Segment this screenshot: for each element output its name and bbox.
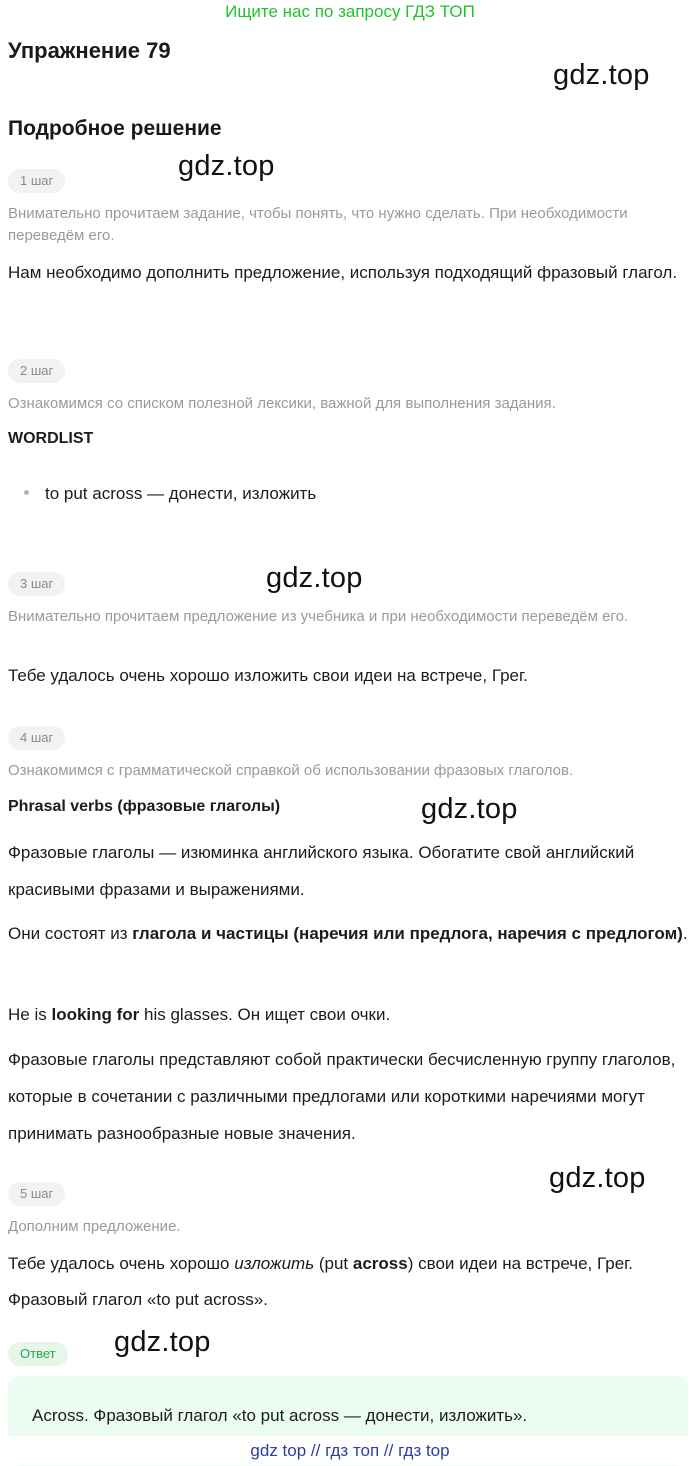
grammar-example: He is looking for his glasses. Он ищет свои очки. — [8, 1005, 391, 1024]
wordlist-heading: WORDLIST — [8, 430, 94, 447]
step-hint: Ознакомимся с грамматической справкой об использовании фразовых глаголов. — [8, 762, 574, 779]
solution-note: Фразовый глагол «to put across». — [8, 1290, 268, 1309]
step-hint: Внимательно прочитаем предложение из учебника и при необходимости переведём его. — [8, 608, 629, 625]
grammar-paragraph: Они состоят из глагола и частицы (наречия или предлога, наречия с предлогом). — [8, 924, 688, 943]
section-title: Подробное решение — [8, 117, 222, 140]
watermark: gdz.top — [421, 793, 518, 825]
solution-sentence: Тебе удалось очень хорошо изложить (put across) свои идеи на встрече, Грег. — [8, 1254, 634, 1273]
top-banner: Ищите нас по запросу ГДЗ ТОП — [225, 2, 475, 21]
wordlist-item — [24, 484, 316, 504]
watermark: gdz.top — [114, 1326, 211, 1358]
step-badge: 3 шаг — [8, 572, 65, 596]
step-hint: Ознакомимся со списком полезной лексики, важной для выполнения задания. — [8, 395, 556, 412]
grammar-paragraph: Фразовые глаголы — изюминка английского языка. Обогатите свой английский красивыми фразами и выражениями. — [8, 843, 635, 899]
footer-links[interactable]: gdz top // гдз топ // гдз top — [0, 1436, 700, 1465]
step-hint: Дополним предложение. — [8, 1218, 181, 1235]
bullet-dot-icon — [24, 490, 29, 495]
grammar-paragraph: Фразовые глаголы представляют собой практически бесчисленную группу глаголов, которые в сочетании с различными предлогами или короткими наречиями могут принимать разнообразные новые значения. — [8, 1050, 676, 1143]
watermark: gdz.top — [553, 59, 650, 91]
page-title: Упражнение 79 — [8, 38, 171, 63]
watermark: gdz.top — [178, 150, 275, 182]
watermark: gdz.top — [549, 1162, 646, 1194]
step-hint: Внимательно прочитаем задание, чтобы понять, что нужно сделать. При необходимости переведём его. — [8, 205, 628, 244]
answer-text: Across. Фразовый глагол «to put across — донести, изложить». — [32, 1406, 528, 1425]
answer-badge: Ответ — [8, 1342, 68, 1366]
wordlist-item-text: to put across — донести, изложить — [45, 484, 317, 503]
step-badge: 4 шаг — [8, 726, 65, 750]
step-text: Нам необходимо дополнить предложение, используя подходящий фразовый глагол. — [8, 263, 678, 282]
grammar-heading: Phrasal verbs (фразовые глаголы) — [8, 798, 281, 815]
watermark: gdz.top — [266, 562, 363, 594]
step-badge: 2 шаг — [8, 359, 65, 383]
step-badge: 1 шаг — [8, 169, 65, 193]
step-badge: 5 шаг — [8, 1182, 65, 1206]
step-text: Тебе удалось очень хорошо изложить свои идеи на встрече, Грег. — [8, 666, 528, 685]
